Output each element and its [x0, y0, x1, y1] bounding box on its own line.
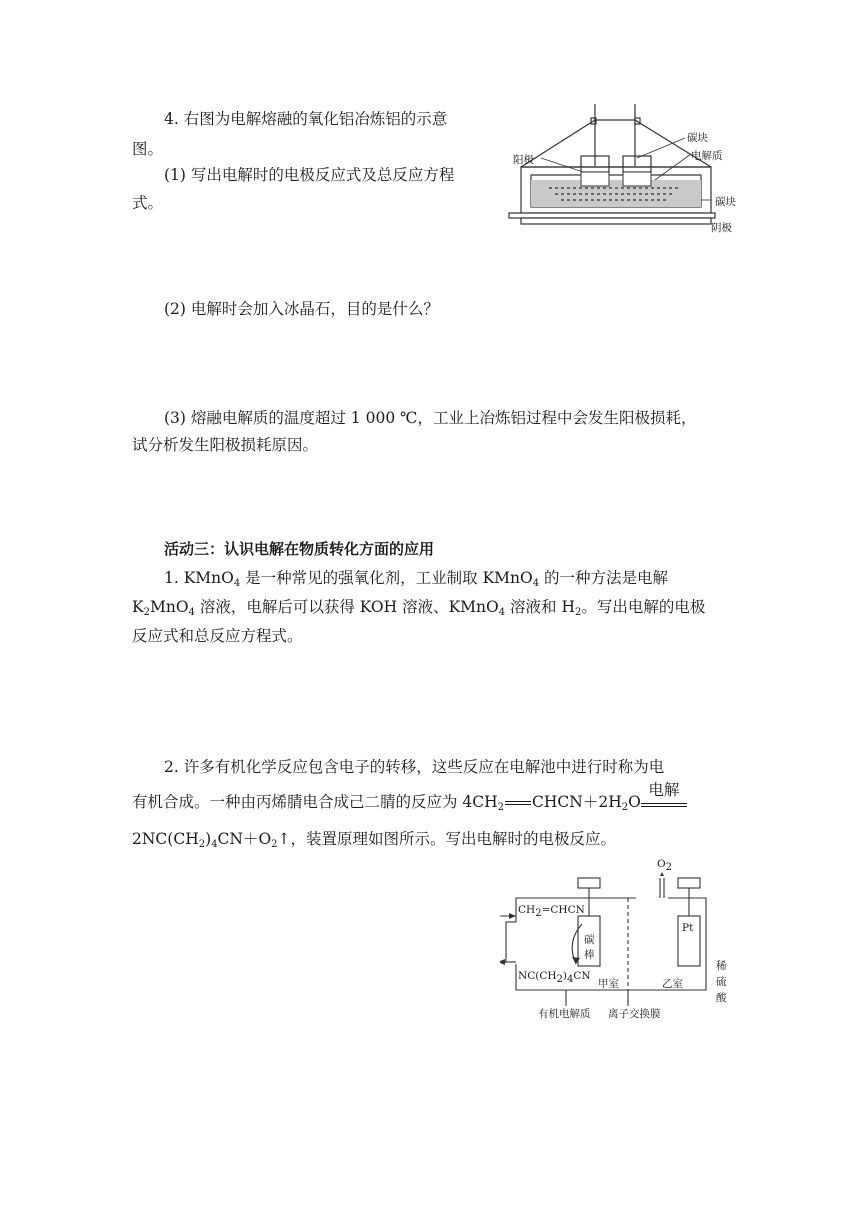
aluminum-electrolysis-diagram	[505, 100, 745, 240]
condition-electrolysis: 电解	[648, 781, 680, 799]
a3-q1-line1: 1. KMnO$_4$ 是一种常见的强氧化剂，工业制取 KMnO$_4$ 的一种方法是电解	[164, 569, 669, 589]
a3-q1-line3: 反应式和总反应方程式。	[132, 627, 303, 645]
q4-line1: 4. 右图为电解熔融的氧化铝冶炼铝的示意	[164, 110, 448, 128]
a3-q1-line2: $K_2MnO_4$ 溶液，电解后可以获得 KOH 溶液、KMnO$_4$ 溶液和 $H_2$。写出电解的电极	[132, 598, 706, 618]
label-o2: $O_2$	[657, 858, 672, 873]
label-cathode: 阴极	[711, 222, 732, 234]
label-outlet-adiponitrile: $NC(CH_2)_4CN$	[518, 970, 591, 985]
double-bond-symbol	[505, 801, 531, 805]
electrolysis-cell-figure	[505, 100, 745, 240]
electrosynthesis-cell-figure	[500, 858, 740, 1030]
label-chamber-a: 甲室	[598, 978, 619, 990]
label-dilute-sulfuric-acid-1: 稀	[716, 960, 727, 972]
q4-line2: 图。	[132, 140, 164, 158]
label-carbon-rod-1: 碳	[584, 934, 595, 946]
q4-sub1-line1: (1) 写出电解时的电极反应式及总反应方程	[164, 166, 455, 184]
activity3-heading: 活动三：认识电解在物质转化方面的应用	[164, 540, 435, 558]
a3-q2-line3: $2NC(CH_2)_4CN+O_2↑$，装置原理如图所示。写出电解时的电极反应。	[132, 830, 617, 850]
label-carbon-top: 碳块	[687, 132, 708, 144]
label-chamber-b: 乙室	[662, 978, 683, 990]
q4-sub3-line1: (3) 熔融电解质的温度超过 1 000 ℃，工业上冶炼铝过程中会发生阳极损耗，	[164, 409, 697, 427]
label-anode: 阳极	[513, 154, 534, 166]
q4-sub1-line2: 式。	[132, 194, 164, 212]
label-carbon-rod-2: 棒	[584, 949, 595, 961]
a3-q2-line1: 2. 许多有机化学反应包含电子的转移，这些反应在电解池中进行时称为电	[164, 758, 665, 776]
label-inlet-acrylonitrile: $CH_2=CHCN$	[518, 904, 585, 919]
label-electrolyte: 电解质	[691, 150, 723, 162]
label-organic-electrolyte: 有机电解质	[538, 1008, 591, 1020]
q4-sub3-line2: 试分析发生阳极损耗原因。	[132, 436, 319, 454]
q4-sub2: (2) 电解时会加入冰晶石，目的是什么？	[164, 300, 439, 318]
label-dilute-sulfuric-acid-2: 硫	[716, 976, 727, 988]
a3-q2-line2: 有机合成。一种由丙烯腈电合成己二腈的反应为 $4CH_2$ $CHCN+2H_2O$ 电解	[132, 787, 687, 817]
electrosynthesis-diagram	[500, 858, 740, 1030]
label-ion-exchange-membrane: 离子交换膜	[608, 1008, 661, 1020]
label-pt-electrode: Pt	[682, 922, 694, 934]
label-dilute-sulfuric-acid-3: 酸	[716, 992, 727, 1004]
reaction-condition-arrow	[641, 781, 687, 807]
label-carbon-bottom: 碳块	[715, 196, 736, 208]
